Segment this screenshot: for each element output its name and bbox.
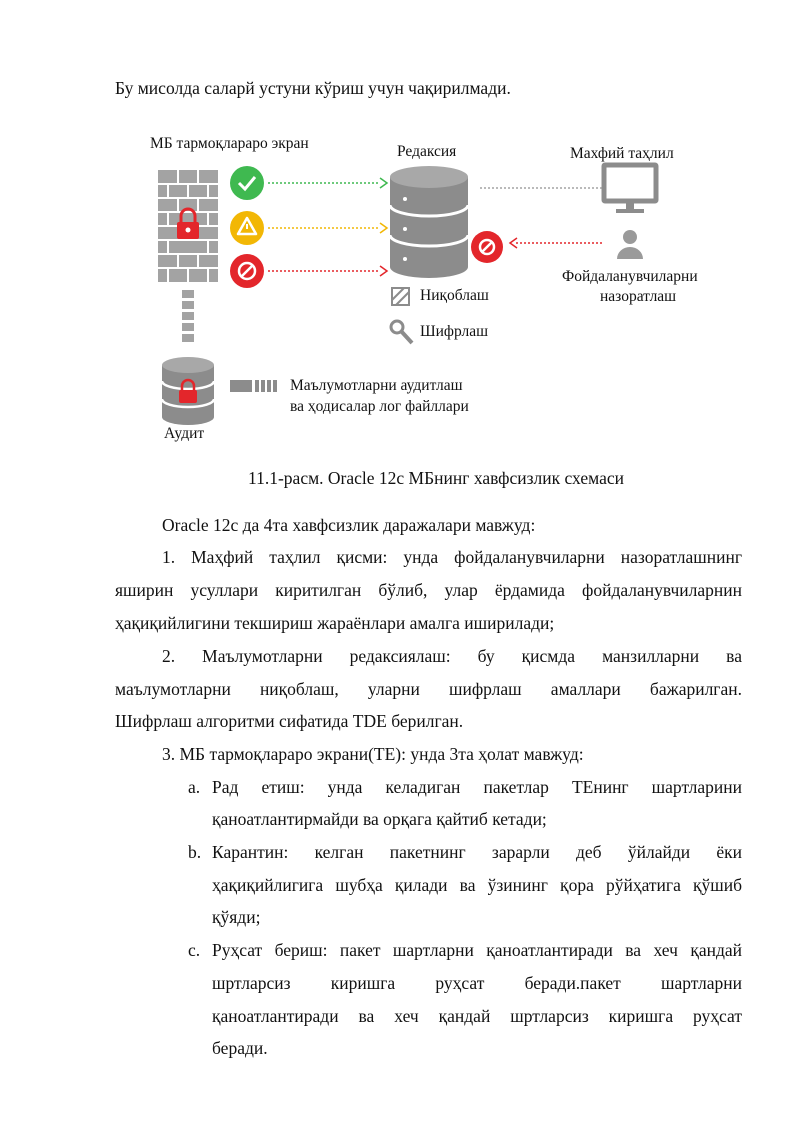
item-2-line-1: 2. Маълумотларни редаксиялаш: бу қисмда манзилларни ва	[162, 646, 742, 666]
label-firewall: МБ тармоқлараро экран	[150, 135, 309, 152]
key-icon	[391, 321, 412, 343]
audit-database-icon	[162, 357, 214, 425]
database-icon	[390, 166, 468, 278]
warning-icon	[230, 211, 264, 245]
sub-a-marker: a.	[188, 777, 201, 797]
redaction-block-icon	[471, 231, 503, 263]
block-icon	[230, 254, 264, 288]
sub-a-line-1: Рад етиш: унда келадиган пакетлар ТЕнинг шартларини	[212, 777, 742, 797]
user-icon	[617, 230, 643, 259]
label-redaction: Редаксия	[397, 143, 457, 160]
label-user-control-1: Фойдаланувчиларни	[562, 268, 698, 285]
sub-c-line-2: шртларсиз киришга руҳсат беради.пакет шартларни	[212, 973, 742, 993]
sub-b-marker: b.	[188, 842, 202, 862]
label-encryption: Шифрлаш	[420, 323, 489, 340]
item-1-line-2: яширин усуллари киритилган бўлиб, улар ёрдамида фойдаланувчиларнин	[115, 580, 742, 600]
sub-b-line-2: ҳақиқийлигига шубҳа қилади ва ўзининг қора рўйҳатига қўшиб	[212, 875, 742, 895]
sub-c-line-4: беради.	[212, 1038, 268, 1058]
sub-c-marker: c.	[188, 940, 201, 960]
check-icon	[230, 166, 264, 200]
monitor-icon	[604, 165, 656, 213]
paragraph-levels: Oracle 12c да 4та хавфсизлик даражалари мавжуд:	[162, 515, 536, 535]
item-1-line-1: 1. Маҳфий таҳлил қисми: унда фойдаланувчиларни назоратлашнинг	[162, 547, 742, 567]
item-2-line-2: маълумотларни ниқоблаш, уларни шифрлаш амаллари бажарилган.	[115, 679, 742, 699]
mask-icon	[392, 288, 409, 305]
label-masking: Ниқоблаш	[420, 287, 489, 304]
label-user-control-2: назоратлаш	[600, 288, 677, 305]
item-3-heading: 3. МБ тармоқлараро экрани(ТЕ): унда 3та ҳолат мавжуд:	[162, 744, 584, 764]
sub-b-line-1: Карантин: келган пакетнинг зарарли деб ўйлайди ёки	[212, 842, 742, 862]
sub-c-line-3: қаноатлантиради ва хеч қандай шртларсиз киришга руҳсат	[212, 1006, 742, 1026]
label-audit-data-1: Маълумотларни аудитлаш	[290, 377, 463, 394]
label-audit-data-2: ва ҳодисалар лог файллари	[290, 398, 469, 415]
log-files-icon	[230, 380, 277, 392]
sub-c-line-1: Руҳсат бериш: пакет шартларни қаноатлантиради ва хеч қандай	[212, 940, 742, 960]
item-2-line-3: Шифрлаш алгоритми сифатида TDE берилган.	[115, 711, 464, 731]
sub-b-line-3: қўяди;	[212, 907, 261, 927]
security-diagram	[140, 125, 720, 460]
label-audit: Аудит	[164, 425, 205, 442]
item-1-line-3: ҳақиқийлигини текшириш жараёнлари амалга иширилади;	[115, 613, 555, 633]
sub-a-line-2: қаноатлантирмайди ва орқага қайтиб кетади;	[212, 809, 547, 829]
label-hidden-analysis: Махфий таҳлил	[570, 145, 674, 162]
figure-caption: 11.1-расм. Oracle 12c МБнинг хавфсизлик схемаси	[248, 468, 624, 488]
intro-text: Бу мисолда саларй устуни кўриш учун чақирилмади.	[115, 78, 511, 98]
